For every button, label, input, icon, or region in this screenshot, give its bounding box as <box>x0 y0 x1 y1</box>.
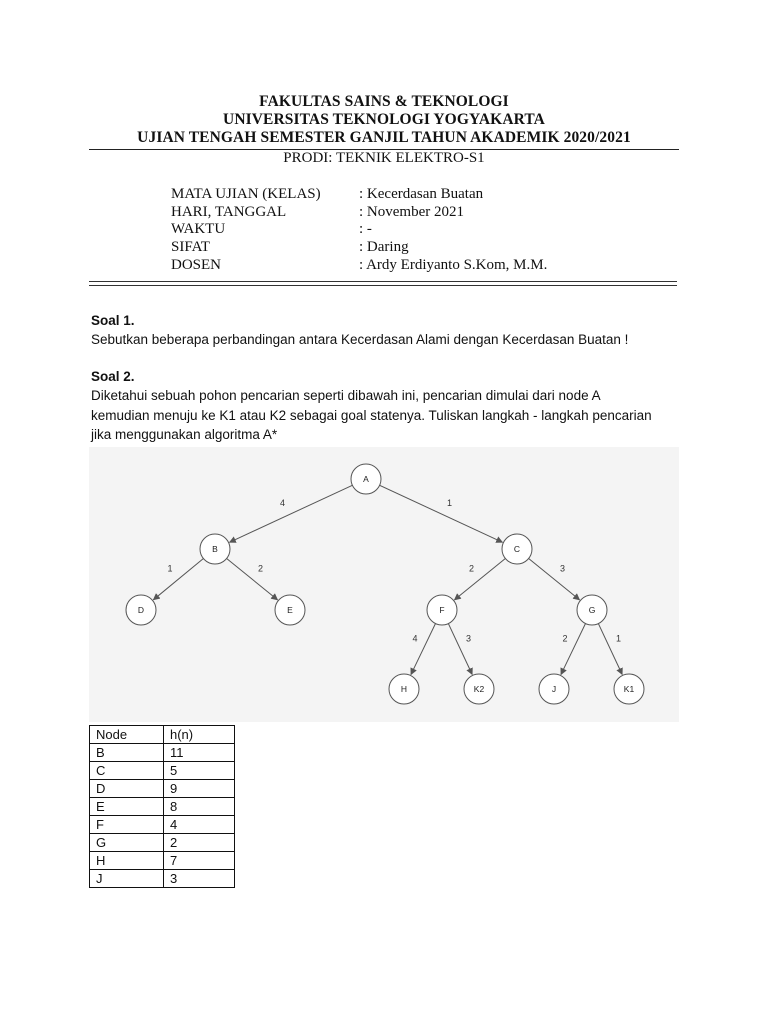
soal1-title: Soal 1. <box>91 313 135 328</box>
heuristic-cell: 9 <box>164 780 235 798</box>
info-value: : Ardy Erdiyanto S.Kom, M.M. <box>359 257 548 273</box>
edge-cost-label: 1 <box>167 563 173 574</box>
info-row <box>0 239 768 257</box>
info-value: : - <box>359 221 372 237</box>
table-row <box>90 744 235 762</box>
heuristic-cell: 3 <box>164 870 235 888</box>
info-row <box>0 204 768 222</box>
tree-node <box>502 534 532 564</box>
tree-edge <box>448 624 472 675</box>
heuristic-cell: 4 <box>164 816 235 834</box>
info-value: : November 2021 <box>359 204 464 220</box>
node-cell: G <box>90 834 164 852</box>
node-label: D <box>137 605 145 615</box>
tree-edge <box>561 624 586 675</box>
node-label: K1 <box>623 684 635 694</box>
tree-node <box>577 595 607 625</box>
edge-cost-label: 1 <box>615 633 622 644</box>
tree-edge <box>380 485 503 542</box>
tree-node <box>539 674 569 704</box>
node-cell: B <box>90 744 164 762</box>
info-label: WAKTU <box>171 221 226 237</box>
node-cell: F <box>90 816 164 834</box>
header-faculty: FAKULTAS SAINS & TEKNOLOGI <box>259 93 509 110</box>
edge-cost-label: 2 <box>562 633 568 644</box>
table-row <box>90 780 235 798</box>
header-prodi: PRODI: TEKNIK ELEKTRO-S1 <box>283 150 485 166</box>
tree-node <box>614 674 644 704</box>
edge-cost-label: 2 <box>468 563 475 574</box>
table-row <box>90 834 235 852</box>
info-value: : Daring <box>359 239 409 255</box>
edge-cost-label: 1 <box>446 498 453 508</box>
info-label: DOSEN <box>171 257 222 273</box>
heuristic-cell: 7 <box>164 852 235 870</box>
info-row <box>0 221 768 239</box>
tree-edge <box>153 559 203 600</box>
soal1-text: Sebutkan beberapa perbandingan antara Kecerdasan Alami dengan Kecerdasan Buatan ! <box>91 332 629 347</box>
tree-edge <box>227 558 278 599</box>
info-row <box>0 186 768 204</box>
tree-edge <box>529 558 580 599</box>
edge-cost-label: 2 <box>257 563 264 574</box>
heuristic-cell: 2 <box>164 834 235 852</box>
tree-node <box>351 464 381 494</box>
node-label: F <box>439 605 445 615</box>
node-label: C <box>513 544 521 554</box>
node-cell: D <box>90 780 164 798</box>
tree-edge <box>454 558 505 599</box>
tree-edge <box>230 485 353 542</box>
search-tree-diagram <box>89 447 679 722</box>
header-university: UNIVERSITAS TEKNOLOGI YOGYAKARTA <box>223 111 545 128</box>
info-row <box>0 257 768 275</box>
soal2-line: kemudian menuju ke K1 atau K2 sebagai goal statenya. Tuliskan langkah - langkah pencarian <box>91 408 652 423</box>
info-label: HARI, TANGGAL <box>171 204 287 220</box>
tree-edge <box>411 624 436 675</box>
info-label: SIFAT <box>171 239 210 255</box>
soal2-line: Diketahui sebuah pohon pencarian seperti dibawah ini, pencarian dimulai dari node A <box>91 388 601 403</box>
table-row <box>90 762 235 780</box>
edge-cost-label: 4 <box>279 498 286 508</box>
node-label: H <box>400 684 408 694</box>
node-label: A <box>363 474 369 484</box>
tree-edge <box>598 624 622 675</box>
tree-node <box>126 595 156 625</box>
edge-cost-label: 3 <box>465 633 472 644</box>
node-label: K2 <box>473 684 485 694</box>
node-label: E <box>287 605 293 615</box>
heuristic-cell: 8 <box>164 798 235 816</box>
table-row <box>90 816 235 834</box>
tree-node <box>427 595 457 625</box>
table-row <box>90 870 235 888</box>
node-label: G <box>588 605 596 615</box>
header-exam-title: UJIAN TENGAH SEMESTER GANJIL TAHUN AKADEMIK 2020/2021 <box>137 129 631 146</box>
node-cell: J <box>90 870 164 888</box>
heuristic-cell: 5 <box>164 762 235 780</box>
table-row <box>90 852 235 870</box>
edge-cost-label: 3 <box>559 563 566 574</box>
info-label: MATA UJIAN (KELAS) <box>171 186 321 202</box>
node-label: B <box>212 544 218 554</box>
heuristic-cell: 11 <box>164 744 235 762</box>
node-cell: C <box>90 762 164 780</box>
node-cell: H <box>90 852 164 870</box>
table-row <box>90 798 235 816</box>
table-header-cell: h(n) <box>164 726 235 744</box>
heuristic-table <box>89 725 235 888</box>
tree-node <box>200 534 230 564</box>
tree-node <box>389 674 419 704</box>
node-cell: E <box>90 798 164 816</box>
table-header-cell: Node <box>90 726 164 744</box>
soal2-line: jika menggunakan algoritma A* <box>91 427 278 442</box>
node-label: J <box>551 684 557 694</box>
table-header-row <box>90 726 235 744</box>
edge-cost-label: 4 <box>412 633 418 644</box>
info-value: : Kecerdasan Buatan <box>359 186 484 202</box>
double-rule <box>89 281 677 286</box>
soal2-title: Soal 2. <box>91 369 135 384</box>
tree-node <box>275 595 305 625</box>
tree-node <box>464 674 494 704</box>
